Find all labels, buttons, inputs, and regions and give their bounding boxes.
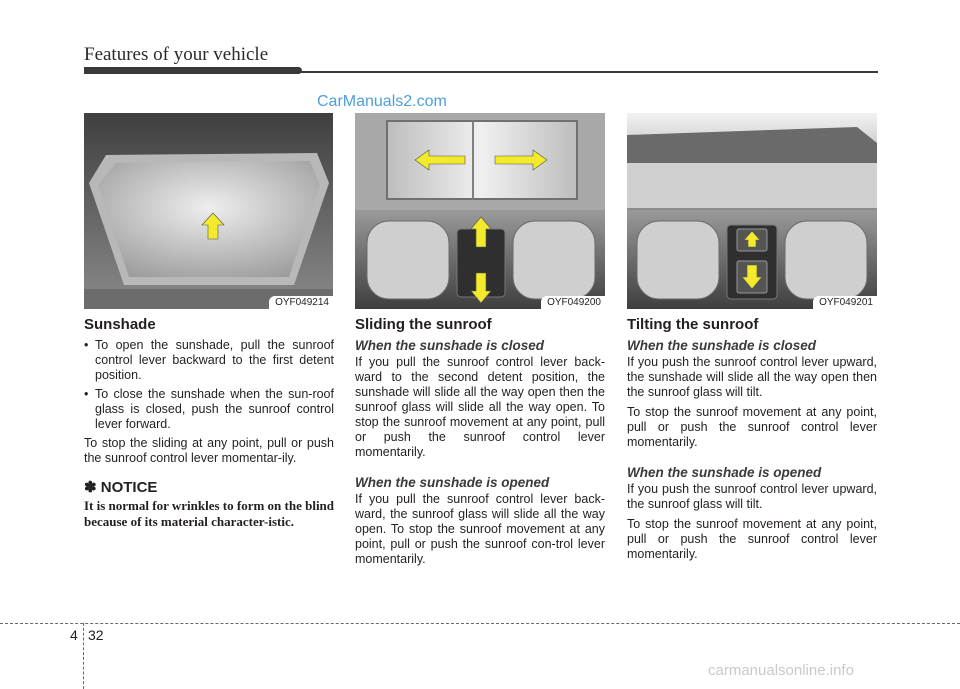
footer-divider bbox=[83, 623, 84, 689]
paragraph: To stop the sunroof movement at any point, pull or push the sunroof control lever momentarily. bbox=[627, 517, 877, 561]
section-sunshade bbox=[84, 316, 334, 529]
list-item: • To open the sunshade, pull the sunroof control lever backward to the first detent position. bbox=[84, 338, 334, 383]
paragraph: To stop the sliding at any point, pull or push the sunroof control lever momentar-ily. bbox=[84, 436, 334, 465]
list-item: • To close the sunshade when the sun-roof glass is closed, push the sunroof control lever forward. bbox=[84, 387, 334, 432]
section-title: Sunshade bbox=[84, 316, 156, 333]
paragraph: If you pull the sunroof control lever back-ward, the sunroof glass will slide all the way open. To stop the sunroof movement at any point, pull or push the sunroof con-trol lever momentarily. bbox=[355, 492, 605, 566]
tilting-illustration bbox=[627, 113, 877, 309]
subsection-title: When the sunshade is closed bbox=[355, 338, 545, 353]
figure-sunshade bbox=[84, 113, 333, 309]
paragraph: If you push the sunroof control lever upward, the sunroof glass will tilt. bbox=[627, 482, 877, 511]
notice-body: It is normal for wrinkles to form on the blind because of its material character-istic. bbox=[84, 498, 335, 529]
header-rule bbox=[84, 71, 878, 73]
section-tilting bbox=[627, 316, 877, 567]
paragraph: If you push the sunroof control lever upward, the sunshade will slide all the way open then the sunroof glass will tilt. bbox=[627, 355, 877, 399]
page-header-title: Features of your vehicle bbox=[84, 44, 269, 65]
subsection-title: When the sunshade is opened bbox=[627, 465, 822, 480]
page-number: 32 bbox=[88, 627, 104, 643]
section-title: Sliding the sunroof bbox=[355, 316, 492, 333]
section-title: Tilting the sunroof bbox=[627, 316, 759, 333]
figure-code: OYF049214 bbox=[269, 296, 333, 309]
subsection-title: When the sunshade is opened bbox=[355, 475, 550, 490]
watermark-top: CarManuals2.com bbox=[317, 93, 447, 110]
footer-rule bbox=[0, 623, 960, 624]
watermark-bottom: carmanualsonline.info bbox=[708, 662, 854, 679]
section-sliding bbox=[355, 316, 605, 572]
figure-code: OYF049201 bbox=[813, 296, 877, 309]
sunshade-illustration bbox=[84, 113, 333, 309]
bullet-list bbox=[84, 338, 334, 432]
notice-title: ✽ NOTICE bbox=[84, 479, 158, 496]
figure-tilting bbox=[627, 113, 877, 309]
paragraph: If you pull the sunroof control lever back-ward to the second detent position, the sunshade will slide all the way open then the sunroof glass will slide all the way open. To stop the sunroof movement at any point, pull or push the sunroof control lever momentarily. bbox=[355, 355, 605, 459]
figure-sliding bbox=[355, 113, 605, 309]
sliding-illustration bbox=[355, 113, 605, 309]
figure-code: OYF049200 bbox=[541, 296, 605, 309]
paragraph: To stop the sunroof movement at any point, pull or push the sunroof control lever momentarily. bbox=[627, 405, 877, 449]
subsection-title: When the sunshade is closed bbox=[627, 338, 817, 353]
chapter-number: 4 bbox=[70, 627, 78, 643]
